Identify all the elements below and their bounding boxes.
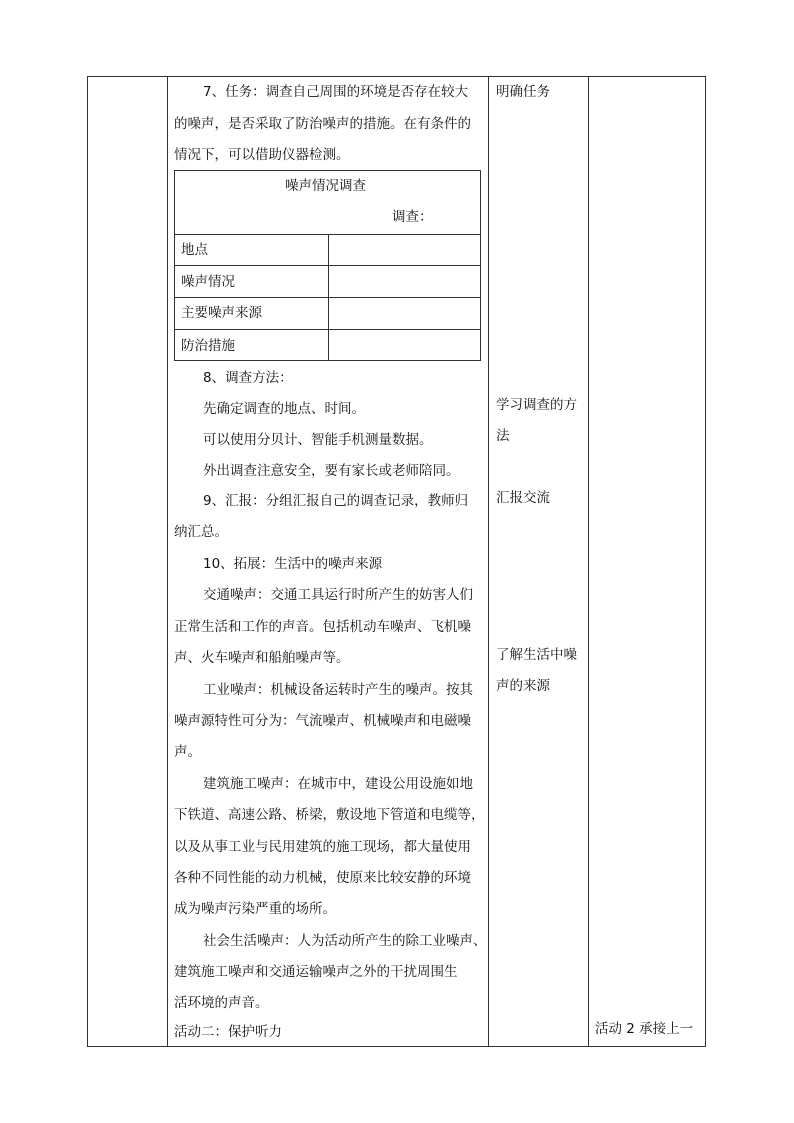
task-7-line-3: 情况下，可以借助仪器检测。 <box>174 147 350 163</box>
survey-row-location: 地点 <box>181 242 208 258</box>
traffic-noise-line-2: 正常生活和工作的声音。包括机动车噪声、飞机噪 <box>174 619 471 635</box>
purpose-clarify-task: 明确任务 <box>496 84 550 100</box>
purpose-understand-line-2: 声的来源 <box>496 678 550 694</box>
industrial-noise-line-2: 噪声源特性可分为：气流噪声、机械噪声和电磁噪 <box>174 713 471 729</box>
task-7-line-1: 7、任务：调查自己周围的环境是否存在较大 <box>203 84 469 100</box>
method-8-title: 8、调查方法： <box>203 370 293 386</box>
note-activity-2: 活动 2 承接上一 <box>595 1021 694 1037</box>
social-noise-line-3: 活环境的声音。 <box>174 995 269 1011</box>
survey-row-main-source: 主要噪声来源 <box>181 305 262 321</box>
method-8-step-a: 先确定调查的地点、时间。 <box>203 401 365 417</box>
column-divider <box>488 77 489 1046</box>
survey-investigator-label: 调查： <box>392 209 433 225</box>
noise-survey-table <box>174 170 481 361</box>
activity-2-heading: 活动二：保护听力 <box>174 1024 282 1040</box>
industrial-noise-line-3: 声。 <box>174 744 201 760</box>
traffic-noise-line-3: 声、火车噪声和船舶噪声等。 <box>174 650 350 666</box>
report-9-line-2: 纳汇总。 <box>174 524 228 540</box>
construction-noise-line-4: 各种不同性能的动力机械，使原来比较安静的环境 <box>174 870 471 886</box>
construction-noise-line-1: 建筑施工噪声：在城市中，建设公用设施如地 <box>203 776 473 792</box>
survey-row-noise-status: 噪声情况 <box>181 274 235 290</box>
traffic-noise-line-1: 交通噪声：交通工具运行时所产生的妨害人们 <box>203 587 473 603</box>
column-divider <box>167 77 168 1046</box>
extend-10-title: 10、拓展：生活中的噪声来源 <box>203 556 383 572</box>
industrial-noise-line-1: 工业噪声：机械设备运转时产生的噪声。按其 <box>203 682 473 698</box>
purpose-report: 汇报交流 <box>496 490 550 506</box>
purpose-learn-method-line-2: 法 <box>496 428 510 444</box>
purpose-understand-line-1: 了解生活中噪 <box>496 647 577 663</box>
construction-noise-line-3: 以及从事工业与民用建筑的施工现场，都大量使用 <box>174 839 471 855</box>
report-9-line-1: 9、汇报：分组汇报自己的调查记录，教师归 <box>203 493 469 509</box>
task-7-line-2: 的噪声，是否采取了防治噪声的措施。在有条件的 <box>174 116 471 132</box>
method-8-step-b: 可以使用分贝计、智能手机测量数据。 <box>203 432 433 448</box>
social-noise-line-1: 社会生活噪声：人为活动所产生的除工业噪声、 <box>203 933 487 949</box>
column-divider <box>588 77 589 1046</box>
method-8-step-c: 外出调查注意安全，要有家长或老师陪同。 <box>203 463 460 479</box>
purpose-learn-method-line-1: 学习调查的方 <box>496 397 577 413</box>
survey-title: 噪声情况调查 <box>285 178 366 194</box>
construction-noise-line-2: 下铁道、高速公路、桥梁，敷设地下管道和电缆等， <box>174 807 485 823</box>
survey-row-prevention: 防治措施 <box>181 338 235 354</box>
social-noise-line-2: 建筑施工噪声和交通运输噪声之外的干扰周围生 <box>174 964 458 980</box>
construction-noise-line-5: 成为噪声污染严重的场所。 <box>174 901 336 917</box>
